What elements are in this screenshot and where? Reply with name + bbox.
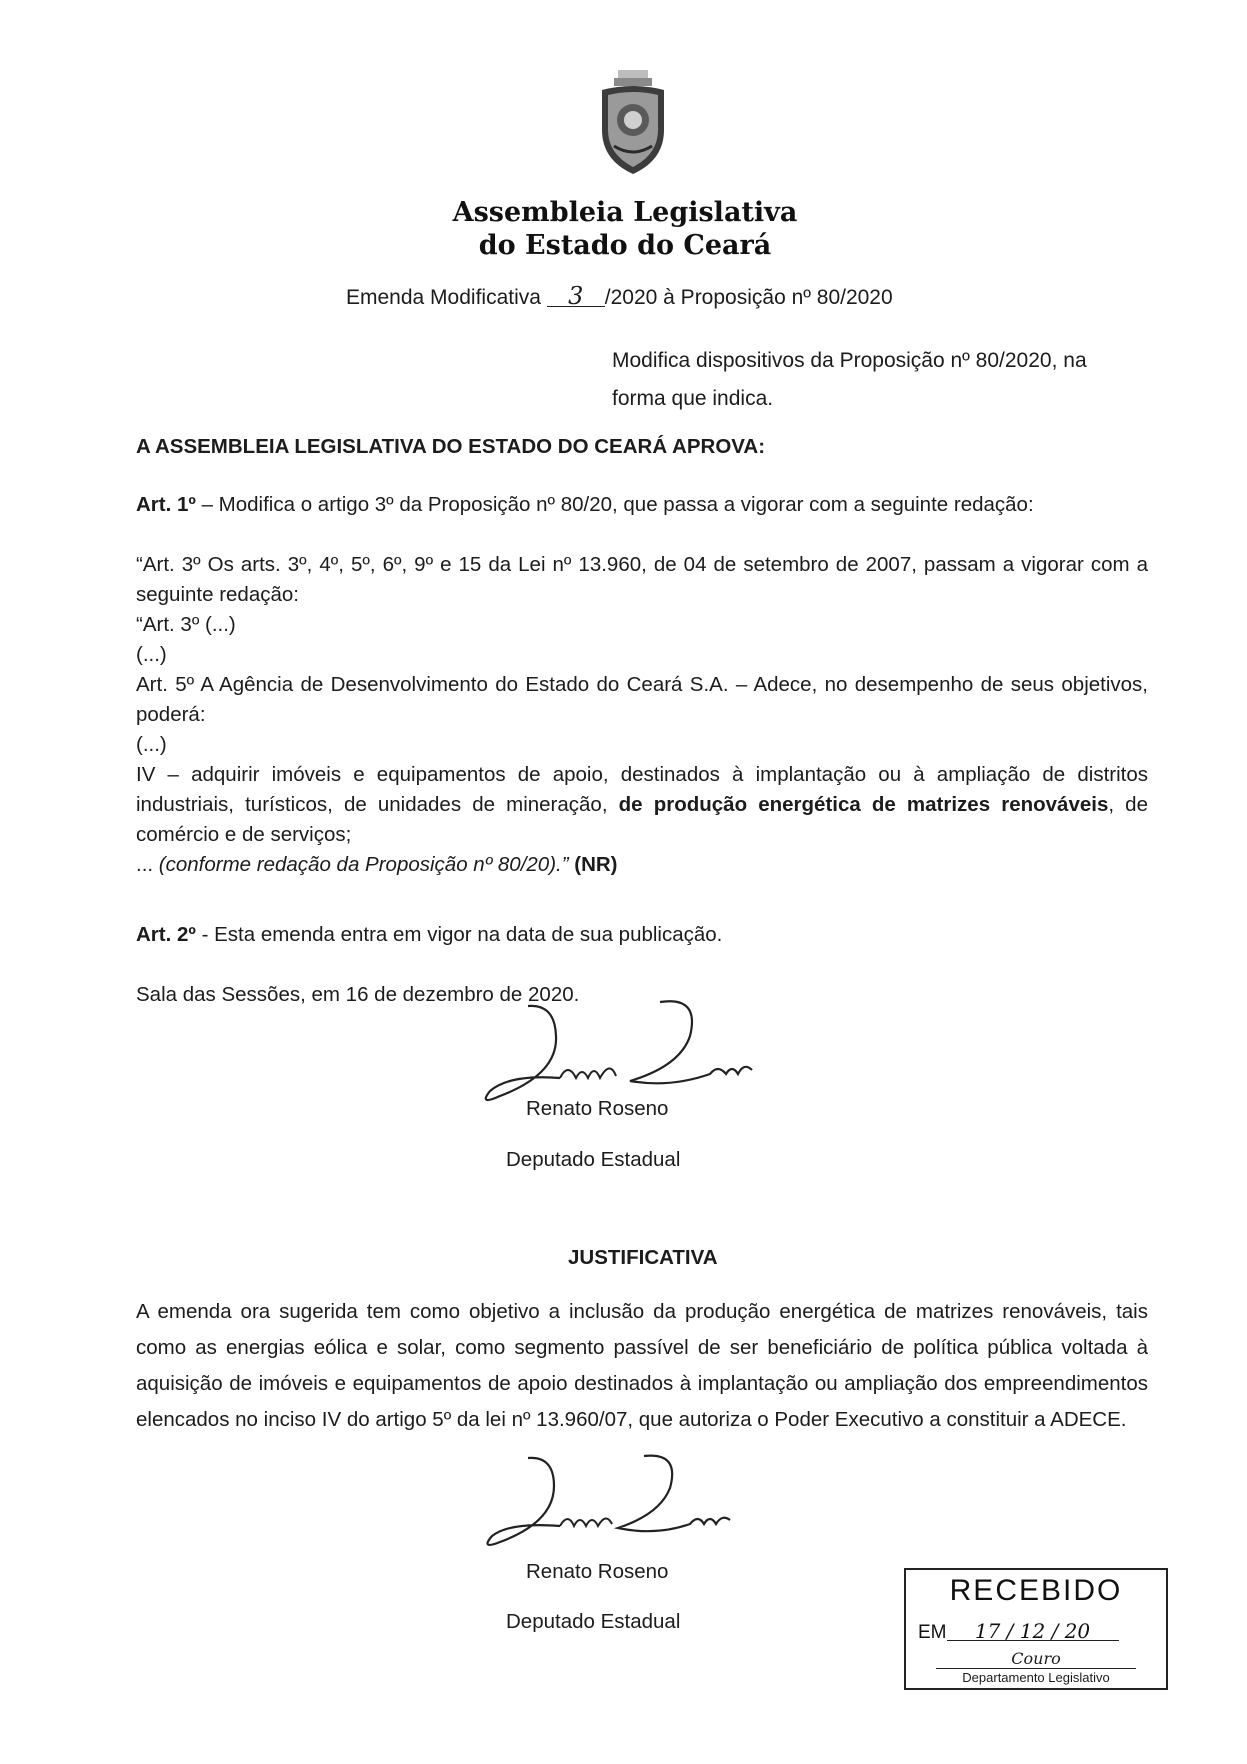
institution-name-line1: Assembleia Legislativa bbox=[452, 197, 798, 228]
justification-title: JUSTIFICATIVA bbox=[568, 1246, 718, 1269]
closing-prefix: ... bbox=[136, 853, 159, 876]
article-2-text: - Esta emenda entra em vigor na data de sua publicação. bbox=[195, 923, 723, 946]
ellipsis-1: (...) bbox=[136, 643, 167, 666]
handwritten-signature bbox=[474, 1452, 754, 1562]
stamp-initials: Couro bbox=[936, 1650, 1136, 1669]
institution-name-line2: do Estado do Ceará bbox=[478, 230, 772, 261]
stamp-department: Departamento Legislativo bbox=[962, 1670, 1110, 1685]
article-2-label: Art. 2º bbox=[136, 923, 196, 946]
emenda-title bbox=[346, 282, 893, 310]
amended-text-block bbox=[136, 550, 1148, 880]
session-date: Sala das Sessões, em 16 de dezembro de 2020. bbox=[136, 983, 580, 1006]
article-2 bbox=[136, 920, 1148, 950]
quote-art3: “Art. 3º (...) bbox=[136, 613, 236, 636]
emenda-suffix: /2020 à Proposição nº 80/2020 bbox=[604, 286, 893, 309]
stamp-date: 17 / 12 / 20 bbox=[947, 1622, 1119, 1641]
inciso-iv-part1: IV – adquirir imóveis e equipamentos de apoio, destinados à implantação ou à ampliação de distritos industriais, turísticos, de unidades de mineração, bbox=[136, 763, 1148, 816]
enacting-clause: A ASSEMBLEIA LEGISLATIVA DO ESTADO DO CEARÁ APROVA: bbox=[136, 435, 766, 458]
ellipsis-2: (...) bbox=[136, 733, 167, 756]
state-coat-of-arms-icon bbox=[592, 68, 674, 178]
signer-name: Renato Roseno bbox=[526, 1097, 669, 1120]
inciso-iv-part2: , de comércio e de serviços; bbox=[136, 793, 1148, 846]
justification-text: A emenda ora sugerida tem como objetivo a inclusão da produção energética de matrizes renováveis, tais como as energias eólica e solar, como segmento passível de ser beneficiário de política pública voltada à aquisição de imóveis e equipamentos de apoio destinados à implantação ou ampliação dos empreendimentos elencados no inciso IV do artigo 5º da lei nº 13.960/07, que autoriza o Poder Executivo a constituir a ADECE. bbox=[136, 1300, 1148, 1431]
closing-italic: (conforme redação da Proposição nº 80/20).” bbox=[158, 853, 569, 876]
stamp-date-row bbox=[918, 1619, 1119, 1644]
emenda-number: 3 bbox=[547, 286, 605, 307]
received-stamp bbox=[904, 1568, 1168, 1690]
quote-art5: Art. 5º A Agência de Desenvolvimento do Estado do Ceará S.A. – Adece, no desempenho de seus objetivos, poderá: bbox=[136, 673, 1148, 726]
article-1-text: – Modifica o artigo 3º da Proposição nº 80/20, que passa a vigorar com a seguinte redação: bbox=[195, 493, 1034, 516]
institution-name bbox=[400, 196, 850, 262]
article-1 bbox=[136, 490, 1148, 520]
ementa bbox=[612, 342, 1152, 418]
signer-name: Renato Roseno bbox=[526, 1560, 669, 1583]
inciso-iv-bold: de produção energética de matrizes renováveis bbox=[618, 793, 1109, 816]
signer-role: Deputado Estadual bbox=[506, 1148, 681, 1171]
stamp-title: RECEBIDO bbox=[949, 1574, 1123, 1607]
stamp-em-label: EM bbox=[918, 1622, 947, 1643]
closing-nr: (NR) bbox=[568, 853, 618, 876]
ementa-line2: forma que indica. bbox=[612, 387, 774, 410]
article-1-label: Art. 1º bbox=[136, 493, 196, 516]
ementa-line1: Modifica dispositivos da Proposição nº 80/2020, na bbox=[612, 349, 1087, 372]
signer-role: Deputado Estadual bbox=[506, 1610, 681, 1633]
quote-intro: “Art. 3º Os arts. 3º, 4º, 5º, 6º, 9º e 15 da Lei nº 13.960, de 04 de setembro de 2007, passam a vigorar com a seguinte redação: bbox=[136, 553, 1148, 606]
emenda-prefix: Emenda Modificativa bbox=[346, 286, 541, 309]
quote-closing bbox=[136, 850, 1148, 880]
inciso-iv bbox=[136, 760, 1148, 850]
